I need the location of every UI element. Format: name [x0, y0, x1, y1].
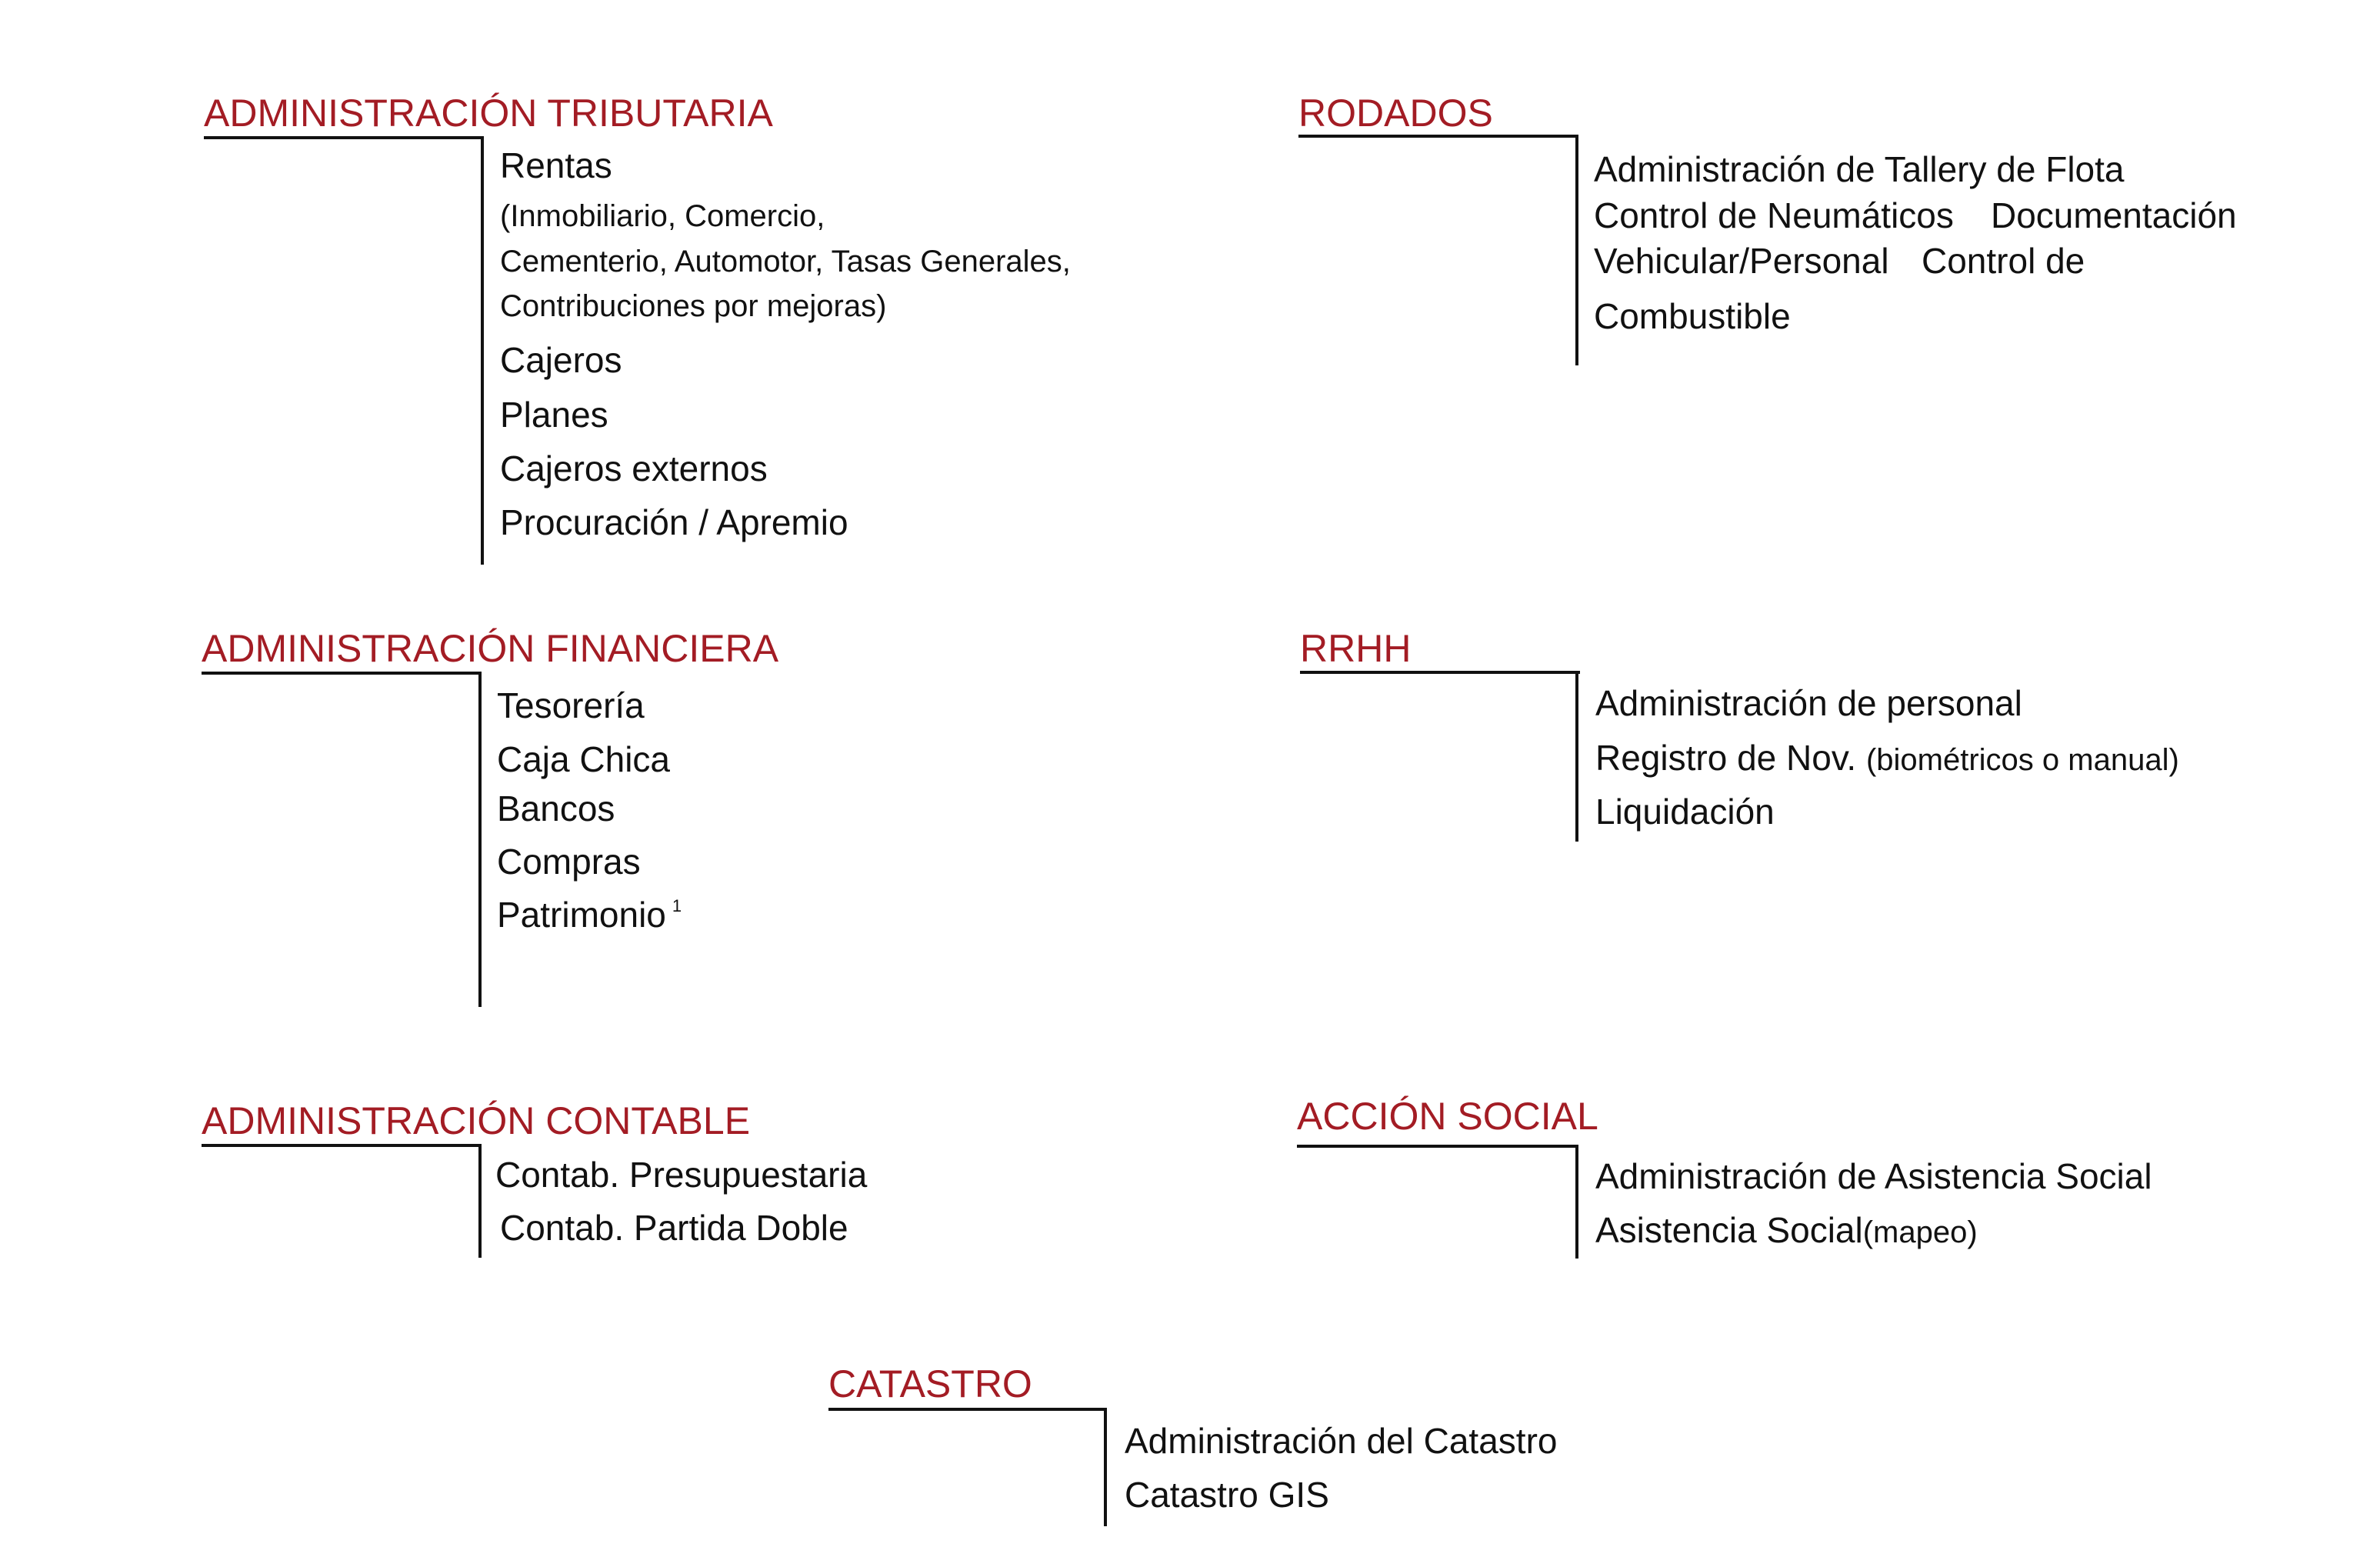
item-contab-partida-doble: Contab. Partida Doble	[500, 1208, 848, 1248]
connector-vertical-contable	[478, 1144, 482, 1258]
connector-horizontal-accion-social	[1297, 1145, 1578, 1148]
section-title-accion-social: ACCIÓN SOCIAL	[1297, 1095, 1598, 1138]
item-asistencia-social-detail: (mapeo)	[1862, 1215, 1978, 1249]
item-compras: Compras	[497, 842, 641, 882]
connector-horizontal-catastro	[828, 1408, 1107, 1411]
connector-horizontal-contable	[202, 1144, 482, 1147]
item-rentas-detail-3: Contribuciones por mejoras)	[500, 289, 887, 323]
item-control-neumaticos: Control de Neumáticos	[1594, 195, 1954, 235]
item-rentas-detail-2: Cementerio, Automotor, Tasas Generales,	[500, 245, 1071, 278]
section-title-rrhh: RRHH	[1300, 627, 1412, 670]
item-procuracion-apremio: Procuración / Apremio	[500, 502, 848, 542]
item-tesoreria: Tesorería	[497, 685, 645, 725]
item-cajeros-externos: Cajeros externos	[500, 448, 768, 488]
item-rentas-detail-1: (Inmobiliario, Comercio,	[500, 199, 825, 233]
section-title-financiera: ADMINISTRACIÓN FINANCIERA	[202, 627, 779, 670]
connector-vertical-financiera	[478, 672, 482, 1007]
item-planes: Planes	[500, 395, 608, 435]
item-caja-chica: Caja Chica	[497, 739, 670, 779]
connector-horizontal-rrhh	[1300, 671, 1580, 674]
connector-vertical-rodados	[1575, 135, 1578, 365]
item-administracion-catastro: Administración del Catastro	[1125, 1421, 1558, 1461]
item-registro-nov-label: Registro de Nov.	[1595, 738, 1857, 778]
item-combustible: Combustible	[1594, 296, 1791, 336]
item-patrimonio-label: Patrimonio	[497, 895, 666, 935]
section-title-rodados: RODADOS	[1298, 92, 1493, 135]
connector-horizontal-tributaria	[204, 136, 484, 139]
section-title-catastro: CATASTRO	[828, 1362, 1032, 1405]
item-asistencia-social	[1595, 1212, 1978, 1248]
item-contab-presupuestaria: Contab. Presupuestaria	[495, 1155, 868, 1195]
item-registro-novedades	[1595, 738, 2179, 778]
connector-vertical-rrhh	[1575, 671, 1578, 842]
item-cajeros: Cajeros	[500, 340, 622, 380]
section-title-tributaria: ADMINISTRACIÓN TRIBUTARIA	[204, 92, 773, 135]
item-administracion-personal: Administración de personal	[1595, 683, 2022, 723]
connector-vertical-accion-social	[1575, 1145, 1578, 1259]
item-documentacion: Documentación	[1991, 195, 2237, 235]
connector-horizontal-rodados	[1298, 135, 1578, 138]
connector-vertical-catastro	[1104, 1408, 1107, 1526]
connector-vertical-tributaria	[481, 136, 484, 565]
item-administracion-asistencia-social: Administración de Asistencia Social	[1595, 1156, 2152, 1196]
section-title-contable: ADMINISTRACIÓN CONTABLE	[202, 1099, 751, 1142]
item-bancos: Bancos	[497, 789, 615, 829]
item-asistencia-social-label: Asistencia Social	[1595, 1210, 1863, 1250]
item-rentas: Rentas	[500, 145, 612, 185]
connector-horizontal-financiera	[202, 672, 482, 675]
footnote-marker: 1	[672, 896, 682, 915]
item-vehicular-personal: Vehicular/Personal	[1594, 241, 1889, 281]
item-registro-nov-detail: (biométricos o manual)	[1865, 743, 2179, 777]
item-liquidacion: Liquidación	[1595, 792, 1775, 832]
item-administracion-taller-flota: Administración de Tallery de Flota	[1594, 149, 2125, 189]
item-catastro-gis: Catastro GIS	[1125, 1475, 1329, 1515]
item-patrimonio	[497, 895, 682, 935]
item-control-de: Control de	[1922, 241, 2085, 281]
